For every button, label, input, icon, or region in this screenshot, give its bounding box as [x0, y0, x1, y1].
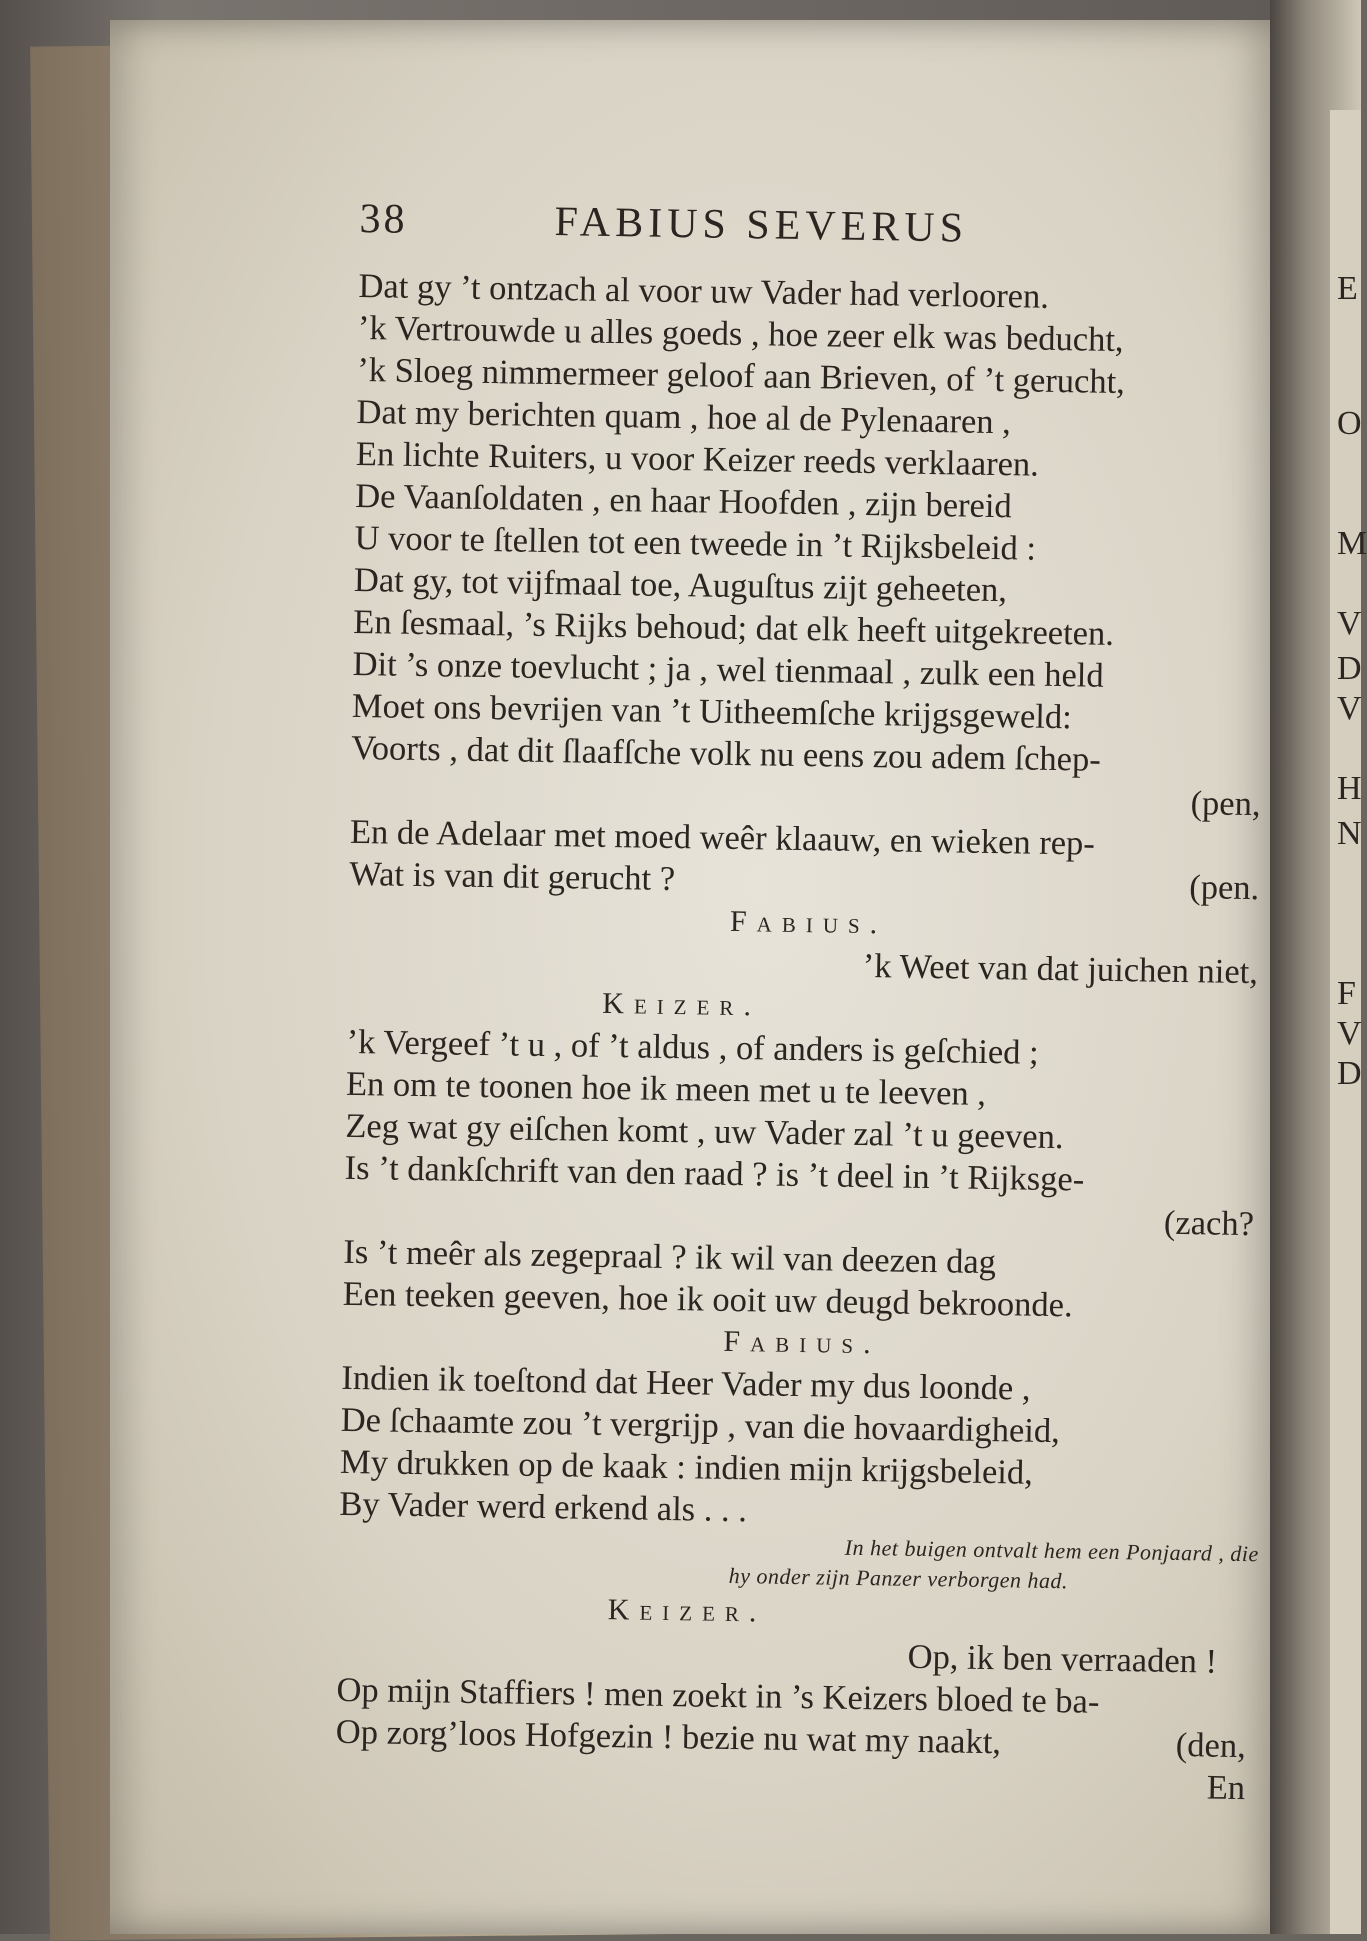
verse-line: ’k Sloeg nimmermeer geloof aan Brieven, of ’t gerucht, [356, 350, 1126, 402]
edge-letter: D [1337, 1055, 1362, 1092]
verse-line: Zeg wat gy eiſchen komt , uw Vader zal ’t u geeven. [345, 1106, 1064, 1157]
verse-line: Dat gy ’t ontzach al voor uw Vader had verlooren. [358, 266, 1050, 316]
verse-line: Moet ons bevrijen van ’t Uitheemſche krijgsgeweld: [351, 686, 1073, 737]
edge-letter: N [1337, 815, 1362, 852]
stage-direction: In het buigen ontvalt hem een Ponjaard , die [844, 1534, 1259, 1567]
verse-line: Dat my berichten quam , hoe al de Pylenaaren , [356, 392, 1012, 442]
verse-line: Voorts , dat dit ſlaafſche volk nu eens zou adem ſchep- [351, 728, 1102, 779]
running-title: FABIUS SEVERUS [554, 199, 969, 252]
stage-direction: hy onder zijn Panzer verborgen had. [728, 1562, 1069, 1594]
edge-letter: V [1337, 605, 1362, 642]
verse-line: Op mijn Staffiers ! men zoekt in ’s Keizers bloed te ba- [336, 1670, 1100, 1721]
verse-line: Dit ’s onze toevlucht ; ja , wel tienmaal , zulk een held [352, 644, 1104, 695]
verse-line: My drukken op de kaak : indien mijn krijgsbeleid, [339, 1442, 1034, 1492]
verse-continuation: (pen, [1190, 784, 1261, 824]
verse-line: Is ’t dankſchrift van den raad ? is ’t deel in ’t Rijksge- [344, 1148, 1085, 1199]
edge-letter: V [1337, 690, 1362, 727]
verse-continuation: (zach? [1163, 1203, 1255, 1244]
verse-line: En lichte Ruiters, u voor Keizer reeds verklaaren. [355, 434, 1040, 484]
verse-line: Een teeken geeven, hoe ik ooit uw deugd bekroonde. [342, 1274, 1073, 1325]
verse-text: Op zorg’loos Hofgezin ! bezie nu wat my naakt, [335, 1712, 1002, 1762]
edge-letter: O [1337, 405, 1362, 442]
edge-letter: H [1337, 770, 1362, 807]
verse-line: En om te toonen hoe ik meen met u te leeven , [345, 1064, 987, 1113]
verse-line: U voor te ſtellen tot een tweede in ’t Rijksbeleid : [354, 518, 1037, 568]
edge-letter: E [1337, 270, 1358, 307]
edge-letter: F [1337, 975, 1356, 1012]
verse-line: By Vader werd erkend als . . . [339, 1484, 748, 1530]
speaker-name: Keizer. [602, 986, 762, 1023]
edge-letter: V [1337, 1015, 1362, 1052]
speaker-name: Fabius. [723, 1324, 881, 1361]
speaker-name: Fabius. [729, 904, 888, 941]
page-number: 38 [359, 195, 408, 243]
verse-line: ’k Weet van dat juichen niet, [862, 946, 1259, 992]
verse-continuation: (den, [1175, 1726, 1247, 1766]
edge-letter: M [1337, 525, 1367, 562]
verse-line: En ſesmaal, ’s Rijks behoud; dat elk heeft uitgekreeten. [352, 602, 1115, 653]
edge-letter: D [1337, 650, 1362, 687]
facing-page-letters [1337, 0, 1367, 1934]
verse-line: De Vaanſoldaten , en haar Hoofden , zijn bereid [354, 476, 1013, 526]
verse-line: Op, ik ben verraaden ! [907, 1637, 1218, 1681]
catchword: En [1206, 1768, 1246, 1808]
verse-continuation: (pen. [1188, 868, 1260, 908]
verse-line: Indien ik toeſtond dat Heer Vader my dus loonde , [341, 1358, 1031, 1408]
verse-line: ’k Vertrouwde u alles goeds , hoe zeer elk was beducht, [357, 308, 1124, 360]
verse-line: De ſchaamte zou ’t vergrijp , van die hovaardigheid, [340, 1400, 1061, 1451]
verse-line: ’k Vergeef ’t u , of ’t aldus , of anders is geſchied ; [346, 1022, 1039, 1072]
verse-line: Dat gy, tot vijfmaal toe, Auguſtus zijt geheeten, [353, 560, 1008, 610]
speaker-name: Keizer. [607, 1593, 767, 1629]
verse-text: Wat is van dit gerucht ? [349, 854, 676, 899]
verse-line: En de Adelaar met moed weêr klaauw, en wieken rep- [349, 812, 1096, 863]
page-text [335, 195, 1280, 1809]
verse-line: Is ’t meêr als zegepraal ? ik wil van deezen dag [343, 1232, 997, 1282]
